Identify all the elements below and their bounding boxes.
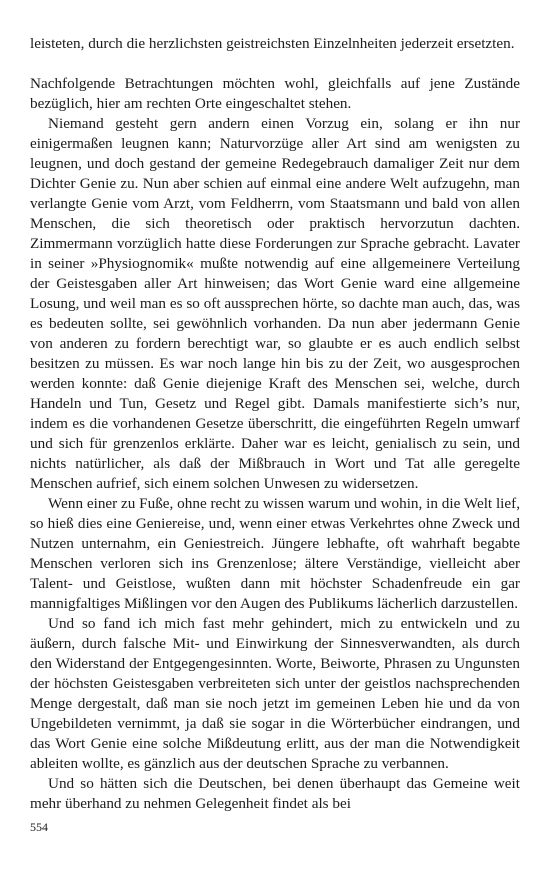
paragraph-geniereise: Wenn einer zu Fuße, ohne recht zu wissen warum und wohin, in die Welt lief, so hieß dies eine Geniereise, und, wenn einer etwas Verkehrtes ohne Zweck und Nutzen unternahm, ein Geniestreich. Jüngere lebhafte, oft wahrhaft begabte Menschen verloren sich ins Grenzenlose; ältere Verständige, vielleicht aber Talent- und Geistlose, wußten dann mit höchster Schadenfreude ein gar mannigfaltiges Mißlingen vor den Augen des Publikums lächerlich darzustellen. xyxy=(30,495,520,612)
paragraph-continuation: leisteten, durch die herzlichsten geistreichsten Einzelnheiten jederzeit ersetzten. xyxy=(30,35,515,52)
page-number: 554 xyxy=(30,820,48,834)
paragraph-genie: Niemand gesteht gern andern einen Vorzug ein, solang er ihn nur einigermaßen leugnen kann; Naturvorzüge aller Art sind am wenigsten zu leugnen, und doch gestand der gemeine Redegebrauch damaliger Zeit nur dem Dichter Genie zu. Nun aber schien auf einmal eine andere Welt aufzugehn, man verlangte Genie vom Arzt, vom Feldherrn, vom Staatsmann und bald von allen Menschen, die sich theoretisch oder praktisch hervorzutun dachten. Zimmermann vorzüglich hatte diese Forderungen zur Sprache gebracht. Lavater in seiner »Physiognomik« mußte notwendig auf eine allgemeinere Verteilung der Geistesgaben aller Art hinweisen; das Wort Genie ward eine allgemeine Losung, und weil man es so oft aussprechen hörte, so dachte man auch, das, was es bedeuten sollte, sei gewöhnlich vorhanden. Da nun aber jedermann Genie von anderen zu fordern berechtigt war, so glaubte er es auch endlich selbst besitzen zu müssen. Es war noch lange hin bis zu der Zeit, wo ausgesprochen werden konnte: daß Genie diejenige Kraft des Menschen sei, welche, durch Handeln und Tun, Gesetz und Regel gibt. Damals manifestierte sich’s nur, indem es die vorhandenen Gesetze überschritt, die eingeführten Regeln umwarf und sich für grenzenlos erklärte. Daher war es leicht, genialisch zu sein, und nichts natürlicher, als daß der Mißbrauch in Wort und Tat alle geregelte Menschen aufrief, sich einem solchen Unwesen zu widersetzen. xyxy=(30,115,520,492)
body-text xyxy=(30,34,520,814)
paragraph-deutschen: Und so hätten sich die Deutschen, bei denen überhaupt das Gemeine weit mehr überhand zu nehmen Gelegenheit findet als bei xyxy=(30,775,520,812)
paragraph-hindrance: Und so fand ich mich fast mehr gehindert, mich zu entwickeln und zu äußern, durch falsche Mit- und Einwirkung der Sinnesverwandten, als durch den Widerstand der Entgegengesinnten. Worte, Beiworte, Phrasen zu Ungunsten der höchsten Geistesgaben verbreiteten sich unter der geistlos nachsprechenden Menge dergestalt, daß man sie noch jetzt im gemeinen Leben hie und da von Ungebildeten vernimmt, ja daß sie sogar in die Wörterbücher eindrangen, und das Wort Genie eine solche Mißdeutung erlitt, aus der man die Notwendigkeit ableiten wollte, es gänzlich aus der deutschen Sprache zu verbannen. xyxy=(30,615,520,772)
paragraph-introduction: Nachfolgende Betrachtungen möchten wohl, gleichfalls auf jene Zustände bezüglich, hier am rechten Orte eingeschaltet stehen. xyxy=(30,75,520,112)
